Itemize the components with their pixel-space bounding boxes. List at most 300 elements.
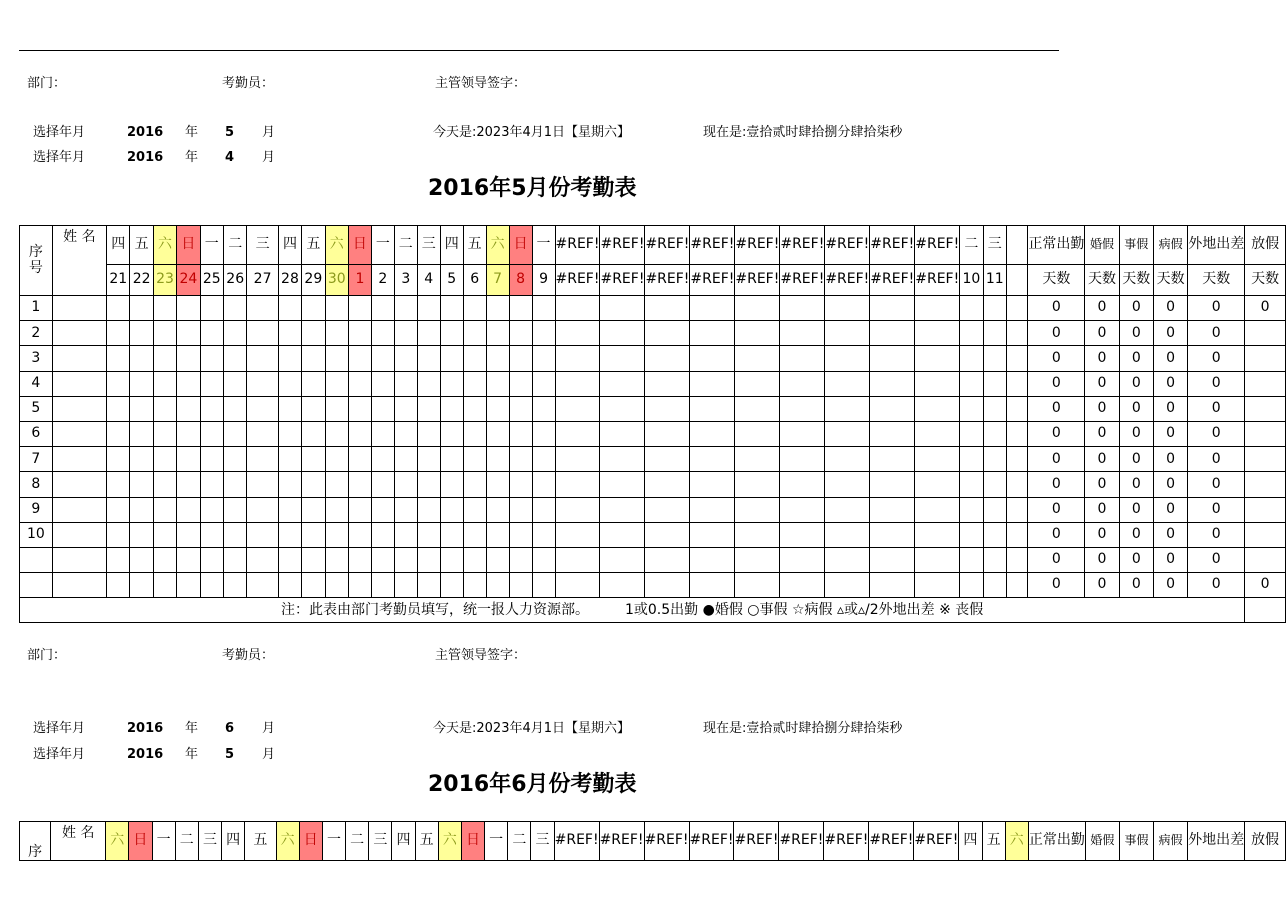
- attendance-cell[interactable]: [440, 547, 463, 572]
- attendance-cell[interactable]: [825, 346, 870, 371]
- attendance-cell[interactable]: [983, 472, 1006, 497]
- name-cell[interactable]: [52, 497, 106, 522]
- attendance-cell[interactable]: [107, 447, 130, 472]
- attendance-cell[interactable]: [224, 472, 247, 497]
- attendance-cell[interactable]: [645, 472, 690, 497]
- attendance-cell[interactable]: [153, 296, 176, 321]
- attendance-cell[interactable]: [555, 371, 600, 396]
- attendance-cell[interactable]: [870, 522, 915, 547]
- attendance-cell[interactable]: [915, 497, 960, 522]
- attendance-cell[interactable]: [532, 321, 555, 346]
- attendance-cell[interactable]: [130, 497, 153, 522]
- attendance-cell[interactable]: [825, 547, 870, 572]
- attendance-cell[interactable]: [486, 573, 509, 598]
- attendance-cell[interactable]: [1007, 371, 1028, 396]
- attendance-cell[interactable]: [200, 371, 223, 396]
- attendance-cell[interactable]: [1007, 547, 1028, 572]
- attendance-cell[interactable]: [371, 472, 394, 497]
- attendance-cell[interactable]: [870, 547, 915, 572]
- attendance-cell[interactable]: [463, 547, 486, 572]
- attendance-cell[interactable]: [825, 421, 870, 446]
- attendance-cell[interactable]: [302, 346, 325, 371]
- attendance-cell[interactable]: [177, 346, 200, 371]
- attendance-cell[interactable]: [983, 346, 1006, 371]
- attendance-cell[interactable]: [200, 296, 223, 321]
- attendance-cell[interactable]: [278, 497, 301, 522]
- attendance-cell[interactable]: [690, 497, 735, 522]
- attendance-cell[interactable]: [200, 522, 223, 547]
- attendance-cell[interactable]: [107, 573, 130, 598]
- attendance-cell[interactable]: [417, 346, 440, 371]
- attendance-cell[interactable]: [825, 296, 870, 321]
- attendance-cell[interactable]: [278, 547, 301, 572]
- attendance-cell[interactable]: [224, 421, 247, 446]
- attendance-cell[interactable]: [983, 497, 1006, 522]
- attendance-cell[interactable]: [825, 447, 870, 472]
- attendance-cell[interactable]: [960, 396, 983, 421]
- attendance-cell[interactable]: [348, 346, 371, 371]
- attendance-cell[interactable]: [224, 296, 247, 321]
- attendance-cell[interactable]: [153, 522, 176, 547]
- attendance-cell[interactable]: [177, 547, 200, 572]
- attendance-cell[interactable]: [690, 396, 735, 421]
- attendance-cell[interactable]: [780, 296, 825, 321]
- attendance-cell[interactable]: [532, 472, 555, 497]
- attendance-cell[interactable]: [394, 421, 417, 446]
- attendance-cell[interactable]: [555, 497, 600, 522]
- attendance-cell[interactable]: [780, 396, 825, 421]
- attendance-cell[interactable]: [915, 421, 960, 446]
- select-month-value[interactable]: 6: [225, 721, 235, 736]
- attendance-cell[interactable]: [224, 396, 247, 421]
- attendance-cell[interactable]: [247, 296, 278, 321]
- attendance-cell[interactable]: [780, 547, 825, 572]
- attendance-cell[interactable]: [325, 321, 348, 346]
- attendance-cell[interactable]: [532, 346, 555, 371]
- attendance-cell[interactable]: [1007, 447, 1028, 472]
- attendance-cell[interactable]: [870, 447, 915, 472]
- attendance-cell[interactable]: [348, 497, 371, 522]
- attendance-cell[interactable]: [645, 522, 690, 547]
- attendance-cell[interactable]: [780, 421, 825, 446]
- attendance-cell[interactable]: [247, 447, 278, 472]
- attendance-cell[interactable]: [325, 497, 348, 522]
- attendance-cell[interactable]: [735, 396, 780, 421]
- attendance-cell[interactable]: [107, 497, 130, 522]
- attendance-cell[interactable]: [463, 573, 486, 598]
- attendance-cell[interactable]: [915, 396, 960, 421]
- attendance-cell[interactable]: [600, 573, 645, 598]
- attendance-cell[interactable]: [915, 321, 960, 346]
- attendance-cell[interactable]: [371, 573, 394, 598]
- attendance-cell[interactable]: [486, 321, 509, 346]
- attendance-cell[interactable]: [780, 447, 825, 472]
- attendance-cell[interactable]: [555, 296, 600, 321]
- attendance-cell[interactable]: [735, 346, 780, 371]
- attendance-cell[interactable]: [735, 547, 780, 572]
- attendance-cell[interactable]: [278, 421, 301, 446]
- attendance-cell[interactable]: [130, 472, 153, 497]
- attendance-cell[interactable]: [417, 371, 440, 396]
- attendance-cell[interactable]: [107, 547, 130, 572]
- attendance-cell[interactable]: [735, 421, 780, 446]
- attendance-cell[interactable]: [600, 522, 645, 547]
- attendance-cell[interactable]: [960, 573, 983, 598]
- attendance-cell[interactable]: [509, 371, 532, 396]
- attendance-cell[interactable]: [915, 522, 960, 547]
- attendance-cell[interactable]: [983, 573, 1006, 598]
- attendance-cell[interactable]: [870, 321, 915, 346]
- attendance-cell[interactable]: [302, 497, 325, 522]
- attendance-cell[interactable]: [247, 522, 278, 547]
- attendance-cell[interactable]: [915, 346, 960, 371]
- attendance-cell[interactable]: [870, 396, 915, 421]
- attendance-cell[interactable]: [532, 396, 555, 421]
- attendance-cell[interactable]: [463, 522, 486, 547]
- attendance-cell[interactable]: [960, 472, 983, 497]
- attendance-cell[interactable]: [1007, 472, 1028, 497]
- attendance-cell[interactable]: [463, 396, 486, 421]
- attendance-cell[interactable]: [371, 296, 394, 321]
- attendance-cell[interactable]: [735, 321, 780, 346]
- select-month-value[interactable]: 5: [225, 125, 235, 140]
- attendance-cell[interactable]: [247, 421, 278, 446]
- attendance-cell[interactable]: [247, 371, 278, 396]
- attendance-cell[interactable]: [780, 321, 825, 346]
- attendance-cell[interactable]: [200, 421, 223, 446]
- attendance-cell[interactable]: [960, 522, 983, 547]
- attendance-cell[interactable]: [394, 321, 417, 346]
- select-year-value[interactable]: 2016: [127, 125, 164, 140]
- attendance-cell[interactable]: [107, 321, 130, 346]
- attendance-cell[interactable]: [555, 447, 600, 472]
- attendance-cell[interactable]: [224, 522, 247, 547]
- attendance-cell[interactable]: [325, 447, 348, 472]
- attendance-cell[interactable]: [735, 573, 780, 598]
- attendance-cell[interactable]: [278, 522, 301, 547]
- name-cell[interactable]: [52, 547, 106, 572]
- attendance-cell[interactable]: [325, 472, 348, 497]
- attendance-cell[interactable]: [983, 371, 1006, 396]
- attendance-cell[interactable]: [509, 396, 532, 421]
- attendance-cell[interactable]: [645, 497, 690, 522]
- attendance-cell[interactable]: [348, 547, 371, 572]
- name-cell[interactable]: [52, 573, 106, 598]
- attendance-cell[interactable]: [690, 522, 735, 547]
- attendance-cell[interactable]: [247, 497, 278, 522]
- name-cell[interactable]: [52, 371, 106, 396]
- attendance-cell[interactable]: [302, 296, 325, 321]
- attendance-cell[interactable]: [983, 447, 1006, 472]
- attendance-cell[interactable]: [463, 321, 486, 346]
- attendance-cell[interactable]: [735, 296, 780, 321]
- attendance-cell[interactable]: [107, 472, 130, 497]
- attendance-cell[interactable]: [325, 296, 348, 321]
- attendance-cell[interactable]: [555, 321, 600, 346]
- attendance-cell[interactable]: [130, 346, 153, 371]
- attendance-cell[interactable]: [394, 447, 417, 472]
- attendance-cell[interactable]: [690, 371, 735, 396]
- attendance-cell[interactable]: [555, 421, 600, 446]
- attendance-cell[interactable]: [960, 421, 983, 446]
- attendance-cell[interactable]: [417, 421, 440, 446]
- attendance-cell[interactable]: [348, 472, 371, 497]
- attendance-cell[interactable]: [440, 321, 463, 346]
- attendance-cell[interactable]: [780, 497, 825, 522]
- attendance-cell[interactable]: [224, 447, 247, 472]
- attendance-cell[interactable]: [870, 497, 915, 522]
- attendance-cell[interactable]: [177, 497, 200, 522]
- attendance-cell[interactable]: [780, 522, 825, 547]
- attendance-cell[interactable]: [107, 421, 130, 446]
- attendance-cell[interactable]: [224, 371, 247, 396]
- attendance-cell[interactable]: [278, 447, 301, 472]
- attendance-cell[interactable]: [735, 371, 780, 396]
- attendance-cell[interactable]: [394, 497, 417, 522]
- attendance-cell[interactable]: [486, 346, 509, 371]
- attendance-cell[interactable]: [371, 321, 394, 346]
- attendance-cell[interactable]: [960, 296, 983, 321]
- attendance-cell[interactable]: [200, 573, 223, 598]
- attendance-cell[interactable]: [278, 371, 301, 396]
- attendance-cell[interactable]: [278, 321, 301, 346]
- attendance-cell[interactable]: [348, 321, 371, 346]
- attendance-cell[interactable]: [825, 472, 870, 497]
- attendance-cell[interactable]: [486, 396, 509, 421]
- attendance-cell[interactable]: [825, 497, 870, 522]
- attendance-cell[interactable]: [107, 346, 130, 371]
- attendance-cell[interactable]: [130, 296, 153, 321]
- attendance-cell[interactable]: [690, 346, 735, 371]
- name-cell[interactable]: [52, 296, 106, 321]
- attendance-cell[interactable]: [690, 547, 735, 572]
- attendance-cell[interactable]: [600, 396, 645, 421]
- select-year-value[interactable]: 2016: [127, 721, 164, 736]
- attendance-cell[interactable]: [509, 497, 532, 522]
- attendance-cell[interactable]: [371, 497, 394, 522]
- attendance-cell[interactable]: [278, 346, 301, 371]
- attendance-cell[interactable]: [153, 371, 176, 396]
- attendance-cell[interactable]: [325, 346, 348, 371]
- attendance-cell[interactable]: [440, 573, 463, 598]
- attendance-cell[interactable]: [302, 321, 325, 346]
- attendance-cell[interactable]: [394, 547, 417, 572]
- attendance-cell[interactable]: [177, 296, 200, 321]
- attendance-cell[interactable]: [600, 421, 645, 446]
- attendance-cell[interactable]: [394, 472, 417, 497]
- attendance-cell[interactable]: [371, 371, 394, 396]
- attendance-cell[interactable]: [600, 497, 645, 522]
- attendance-cell[interactable]: [417, 321, 440, 346]
- attendance-cell[interactable]: [177, 522, 200, 547]
- attendance-cell[interactable]: [1007, 296, 1028, 321]
- attendance-cell[interactable]: [532, 573, 555, 598]
- attendance-cell[interactable]: [153, 472, 176, 497]
- attendance-cell[interactable]: [983, 421, 1006, 446]
- name-cell[interactable]: [52, 396, 106, 421]
- attendance-cell[interactable]: [302, 447, 325, 472]
- attendance-cell[interactable]: [224, 573, 247, 598]
- attendance-cell[interactable]: [440, 396, 463, 421]
- attendance-cell[interactable]: [224, 346, 247, 371]
- attendance-cell[interactable]: [600, 472, 645, 497]
- attendance-cell[interactable]: [224, 547, 247, 572]
- attendance-cell[interactable]: [486, 296, 509, 321]
- attendance-cell[interactable]: [463, 497, 486, 522]
- attendance-cell[interactable]: [394, 346, 417, 371]
- attendance-cell[interactable]: [463, 346, 486, 371]
- attendance-cell[interactable]: [1007, 573, 1028, 598]
- attendance-cell[interactable]: [870, 371, 915, 396]
- attendance-cell[interactable]: [983, 522, 1006, 547]
- attendance-cell[interactable]: [348, 573, 371, 598]
- attendance-cell[interactable]: [417, 296, 440, 321]
- attendance-cell[interactable]: [1007, 522, 1028, 547]
- attendance-cell[interactable]: [555, 346, 600, 371]
- attendance-cell[interactable]: [486, 547, 509, 572]
- attendance-cell[interactable]: [200, 321, 223, 346]
- attendance-cell[interactable]: [348, 522, 371, 547]
- attendance-cell[interactable]: [325, 522, 348, 547]
- attendance-cell[interactable]: [870, 573, 915, 598]
- attendance-cell[interactable]: [302, 371, 325, 396]
- attendance-cell[interactable]: [371, 547, 394, 572]
- attendance-cell[interactable]: [278, 396, 301, 421]
- name-cell[interactable]: [52, 321, 106, 346]
- attendance-cell[interactable]: [247, 547, 278, 572]
- attendance-cell[interactable]: [394, 296, 417, 321]
- attendance-cell[interactable]: [645, 346, 690, 371]
- attendance-cell[interactable]: [486, 371, 509, 396]
- attendance-cell[interactable]: [645, 421, 690, 446]
- attendance-cell[interactable]: [440, 371, 463, 396]
- attendance-cell[interactable]: [690, 421, 735, 446]
- attendance-cell[interactable]: [825, 573, 870, 598]
- attendance-cell[interactable]: [440, 497, 463, 522]
- attendance-cell[interactable]: [555, 522, 600, 547]
- attendance-cell[interactable]: [153, 573, 176, 598]
- attendance-cell[interactable]: [1007, 396, 1028, 421]
- attendance-cell[interactable]: [600, 547, 645, 572]
- attendance-cell[interactable]: [440, 472, 463, 497]
- attendance-cell[interactable]: [417, 573, 440, 598]
- attendance-cell[interactable]: [417, 522, 440, 547]
- attendance-cell[interactable]: [645, 447, 690, 472]
- attendance-cell[interactable]: [394, 522, 417, 547]
- attendance-cell[interactable]: [177, 421, 200, 446]
- attendance-cell[interactable]: [348, 447, 371, 472]
- attendance-cell[interactable]: [600, 321, 645, 346]
- attendance-cell[interactable]: [200, 447, 223, 472]
- attendance-cell[interactable]: [463, 472, 486, 497]
- attendance-cell[interactable]: [555, 547, 600, 572]
- attendance-cell[interactable]: [325, 396, 348, 421]
- attendance-cell[interactable]: [200, 497, 223, 522]
- attendance-cell[interactable]: [440, 296, 463, 321]
- attendance-cell[interactable]: [325, 421, 348, 446]
- attendance-cell[interactable]: [394, 573, 417, 598]
- attendance-cell[interactable]: [486, 522, 509, 547]
- attendance-cell[interactable]: [278, 472, 301, 497]
- attendance-cell[interactable]: [153, 547, 176, 572]
- attendance-cell[interactable]: [130, 573, 153, 598]
- attendance-cell[interactable]: [417, 396, 440, 421]
- attendance-cell[interactable]: [509, 447, 532, 472]
- attendance-cell[interactable]: [915, 547, 960, 572]
- attendance-cell[interactable]: [130, 447, 153, 472]
- attendance-cell[interactable]: [440, 522, 463, 547]
- attendance-cell[interactable]: [177, 371, 200, 396]
- attendance-cell[interactable]: [915, 371, 960, 396]
- attendance-cell[interactable]: [645, 573, 690, 598]
- attendance-cell[interactable]: [780, 573, 825, 598]
- attendance-cell[interactable]: [200, 472, 223, 497]
- attendance-cell[interactable]: [302, 522, 325, 547]
- attendance-cell[interactable]: [130, 421, 153, 446]
- attendance-cell[interactable]: [645, 321, 690, 346]
- attendance-cell[interactable]: [532, 547, 555, 572]
- attendance-cell[interactable]: [325, 371, 348, 396]
- attendance-cell[interactable]: [509, 547, 532, 572]
- attendance-cell[interactable]: [735, 497, 780, 522]
- attendance-cell[interactable]: [690, 472, 735, 497]
- attendance-cell[interactable]: [348, 296, 371, 321]
- attendance-cell[interactable]: [224, 497, 247, 522]
- attendance-cell[interactable]: [130, 547, 153, 572]
- attendance-cell[interactable]: [825, 522, 870, 547]
- attendance-cell[interactable]: [153, 321, 176, 346]
- attendance-cell[interactable]: [915, 296, 960, 321]
- attendance-cell[interactable]: [348, 371, 371, 396]
- attendance-cell[interactable]: [690, 296, 735, 321]
- attendance-cell[interactable]: [130, 321, 153, 346]
- attendance-cell[interactable]: [417, 472, 440, 497]
- attendance-cell[interactable]: [600, 296, 645, 321]
- attendance-cell[interactable]: [278, 573, 301, 598]
- attendance-cell[interactable]: [555, 396, 600, 421]
- attendance-cell[interactable]: [371, 421, 394, 446]
- attendance-cell[interactable]: [394, 371, 417, 396]
- attendance-cell[interactable]: [153, 346, 176, 371]
- attendance-cell[interactable]: [486, 421, 509, 446]
- attendance-cell[interactable]: [247, 396, 278, 421]
- attendance-cell[interactable]: [417, 547, 440, 572]
- attendance-cell[interactable]: [983, 296, 1006, 321]
- attendance-cell[interactable]: [690, 321, 735, 346]
- attendance-cell[interactable]: [555, 573, 600, 598]
- attendance-cell[interactable]: [302, 396, 325, 421]
- attendance-cell[interactable]: [348, 421, 371, 446]
- attendance-cell[interactable]: [153, 421, 176, 446]
- attendance-cell[interactable]: [107, 396, 130, 421]
- attendance-cell[interactable]: [735, 522, 780, 547]
- attendance-cell[interactable]: [302, 472, 325, 497]
- attendance-cell[interactable]: [302, 573, 325, 598]
- attendance-cell[interactable]: [224, 321, 247, 346]
- attendance-cell[interactable]: [532, 296, 555, 321]
- attendance-cell[interactable]: [130, 522, 153, 547]
- attendance-cell[interactable]: [325, 573, 348, 598]
- attendance-cell[interactable]: [463, 447, 486, 472]
- attendance-cell[interactable]: [870, 296, 915, 321]
- attendance-cell[interactable]: [960, 321, 983, 346]
- attendance-cell[interactable]: [417, 447, 440, 472]
- attendance-cell[interactable]: [486, 497, 509, 522]
- attendance-cell[interactable]: [200, 346, 223, 371]
- attendance-cell[interactable]: [645, 296, 690, 321]
- attendance-cell[interactable]: [509, 321, 532, 346]
- attendance-cell[interactable]: [440, 346, 463, 371]
